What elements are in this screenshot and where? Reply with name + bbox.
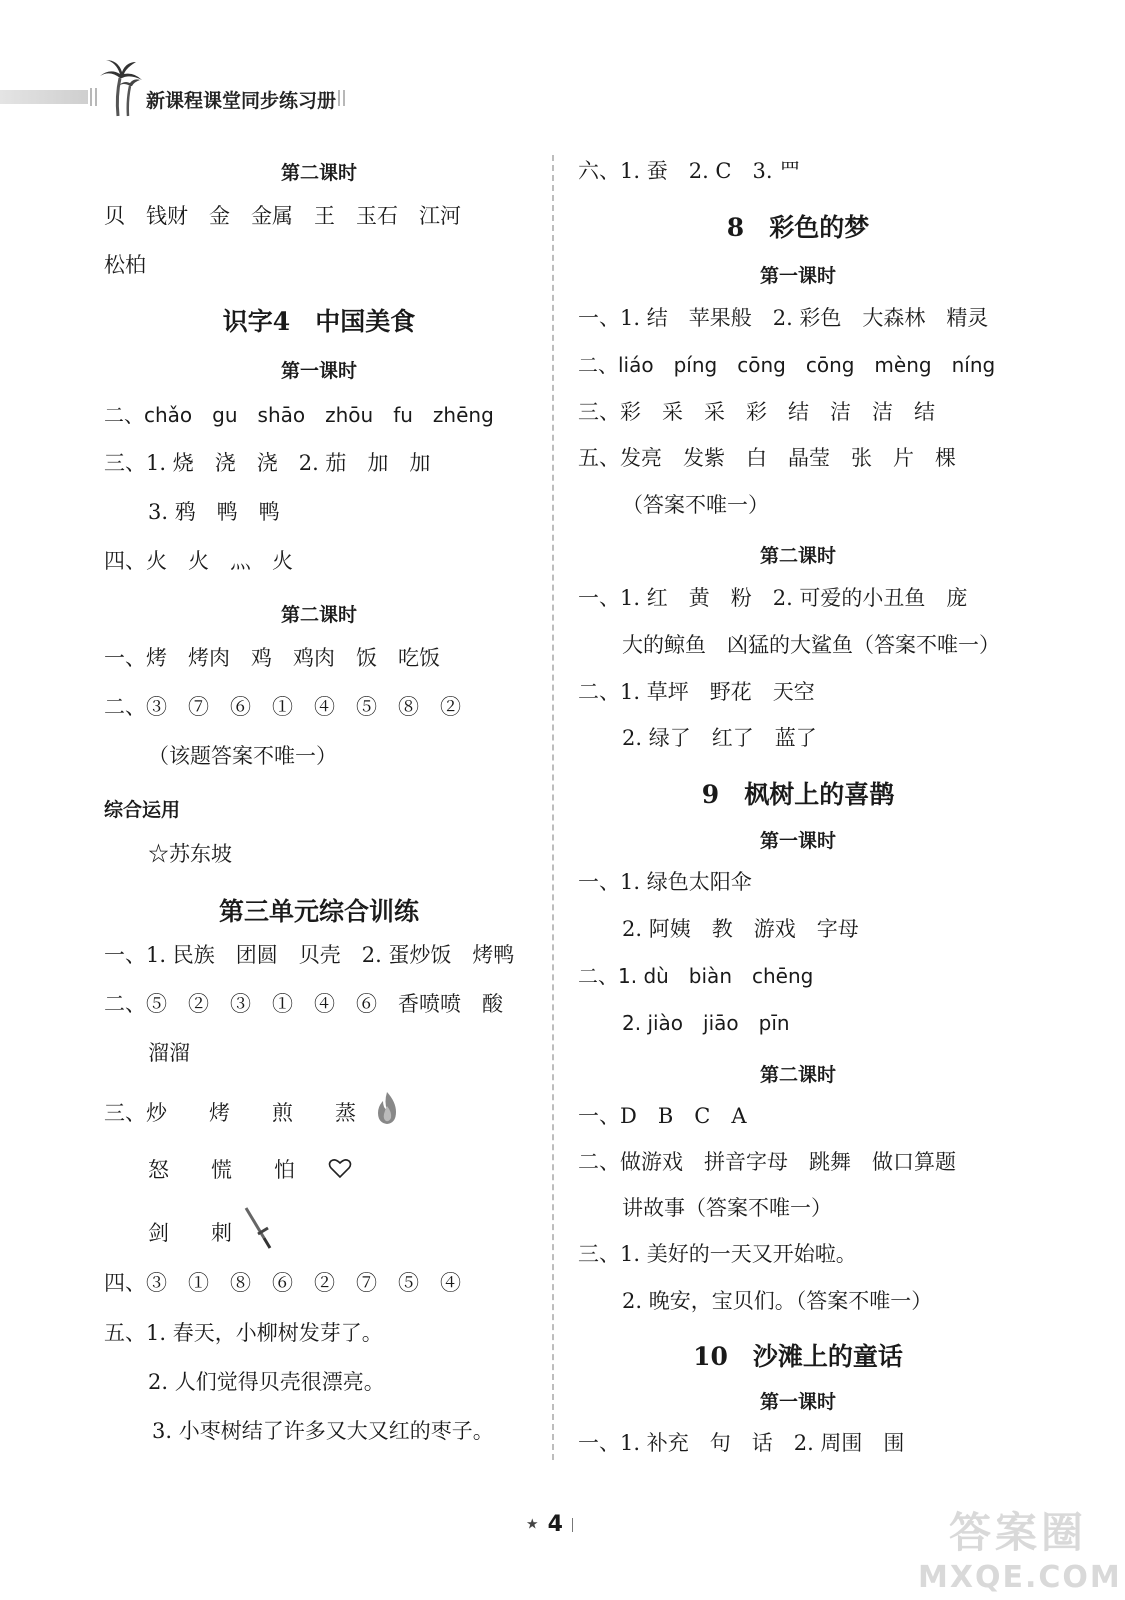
section-subheading: 第二课时	[759, 1064, 836, 1086]
answer-line: 五、发亮 发紫 白 晶莹 张 片 棵	[578, 446, 956, 470]
answer-line: 一、1. 结 苹果般 2. 彩色 大森林 精灵	[578, 306, 989, 330]
answer-line: （答案不唯一）	[622, 493, 769, 517]
answer-line: 二、⑤ ② ③ ① ④ ⑥ 香喷喷 酸	[104, 992, 503, 1016]
star-icon: ★	[526, 1516, 539, 1533]
answer-line: 一、1. 绿色太阳伞	[578, 870, 752, 894]
answer-line: 贝 钱财 金 金属 王 玉石 江河	[104, 204, 461, 228]
heart-icon	[328, 1156, 352, 1180]
header-title: 新课程课堂同步练习册	[146, 90, 337, 112]
unit-heading: 第三单元综合训练	[218, 897, 419, 926]
answer-line: 三、1. 烧 浇 浇 2. 茄 加 加	[104, 451, 431, 475]
answer-line: 2. 晚安，宝贝们。（答案不唯一）	[622, 1289, 933, 1313]
answer-line: 2. 阿姨 教 游戏 字母	[622, 917, 859, 941]
answer-line: 2. jiào jiāo pīn	[622, 1011, 790, 1035]
answer-line: 四、③ ① ⑧ ⑥ ② ⑦ ⑤ ④	[104, 1271, 461, 1295]
answer-line: 五、1. 春天，小柳树发芽了。	[104, 1321, 383, 1345]
answer-line: 一、1. 民族 团圆 贝壳 2. 蛋炒饭 烤鸭	[104, 943, 515, 967]
lesson-heading: 8 彩色的梦	[726, 213, 870, 242]
answer-line: 二、1. dù biàn chēng	[578, 964, 814, 988]
answer-line: 三、1. 美好的一天又开始啦。	[578, 1242, 857, 1266]
lesson-heading: 10 沙滩上的童话	[693, 1342, 903, 1371]
palm-tree-icon	[96, 56, 144, 118]
section-subheading: 第一课时	[759, 265, 836, 287]
section-subheading: 第一课时	[280, 360, 357, 382]
watermark-line2: MXQE.COM	[918, 1560, 1122, 1595]
section-subheading: 第一课时	[759, 830, 836, 852]
answer-line: 3. 鸦 鸭 鸭	[148, 500, 280, 524]
answer-line: 一、1. 红 黄 粉 2. 可爱的小丑鱼 庞	[578, 586, 968, 610]
answer-line: （该题答案不唯一）	[148, 744, 337, 768]
page-footer	[526, 1512, 573, 1537]
answer-line: 松柏	[104, 253, 146, 277]
watermark-line1: 答案圈	[948, 1508, 1087, 1557]
answer-line: 三、炒 烤 煎 蒸	[104, 1101, 356, 1125]
column-divider	[552, 155, 554, 1460]
lesson-heading: 9 枫树上的喜鹊	[701, 780, 895, 809]
answer-line: 二、1. 草坪 野花 天空	[578, 680, 815, 704]
flame-icon	[374, 1090, 400, 1126]
answer-line: 一、烤 烤肉 鸡 鸡肉 饭 吃饭	[104, 646, 440, 670]
answer-line: 溜溜	[148, 1041, 190, 1065]
answer-line: 讲故事（答案不唯一）	[622, 1196, 832, 1220]
sword-icon	[244, 1206, 274, 1250]
section-label: 综合运用	[104, 799, 181, 821]
answer-line: 六、1. 蚕 2. C 3. 罒	[578, 159, 801, 183]
answer-line: 剑 刺	[148, 1221, 232, 1245]
answer-line: 2. 人们觉得贝壳很漂亮。	[148, 1370, 385, 1394]
header-end-ticks	[338, 90, 348, 110]
answer-line: 3. 小枣树结了许多又大又红的枣子。	[152, 1419, 494, 1443]
section-subheading: 第二课时	[280, 604, 357, 626]
page-number: 4	[547, 1512, 563, 1537]
answer-line: 二、liáo píng cōng cōng mèng níng	[578, 353, 996, 377]
answer-line: 四、火 火 灬 火	[104, 549, 293, 573]
watermark	[918, 1500, 1122, 1596]
answer-line: 二、chǎo gu shāo zhōu fu zhēng	[104, 403, 494, 427]
page-header	[0, 78, 380, 118]
answer-line: 一、1. 补充 句 话 2. 周围 围	[578, 1431, 905, 1455]
footer-tick	[572, 1518, 573, 1532]
section-subheading: 第一课时	[759, 1391, 836, 1413]
answer-line: 三、彩 采 采 彩 结 洁 洁 结	[578, 400, 935, 424]
answer-line: 二、③ ⑦ ⑥ ① ④ ⑤ ⑧ ②	[104, 695, 461, 719]
answer-line: 大的鲸鱼 凶猛的大鲨鱼（答案不唯一）	[622, 633, 1000, 657]
lesson-heading: 识字4 中国美食	[222, 307, 416, 336]
section-subheading: 第二课时	[280, 162, 357, 184]
section-subheading: 第二课时	[759, 545, 836, 567]
answer-line: 二、做游戏 拼音字母 跳舞 做口算题	[578, 1150, 956, 1174]
answer-line: ☆苏东坡	[148, 842, 232, 866]
answer-line: 一、D B C A	[578, 1104, 747, 1128]
header-decorative-bar	[0, 90, 88, 104]
answer-line: 怒 慌 怕	[148, 1158, 295, 1182]
answer-line: 2. 绿了 红了 蓝了	[622, 726, 817, 750]
